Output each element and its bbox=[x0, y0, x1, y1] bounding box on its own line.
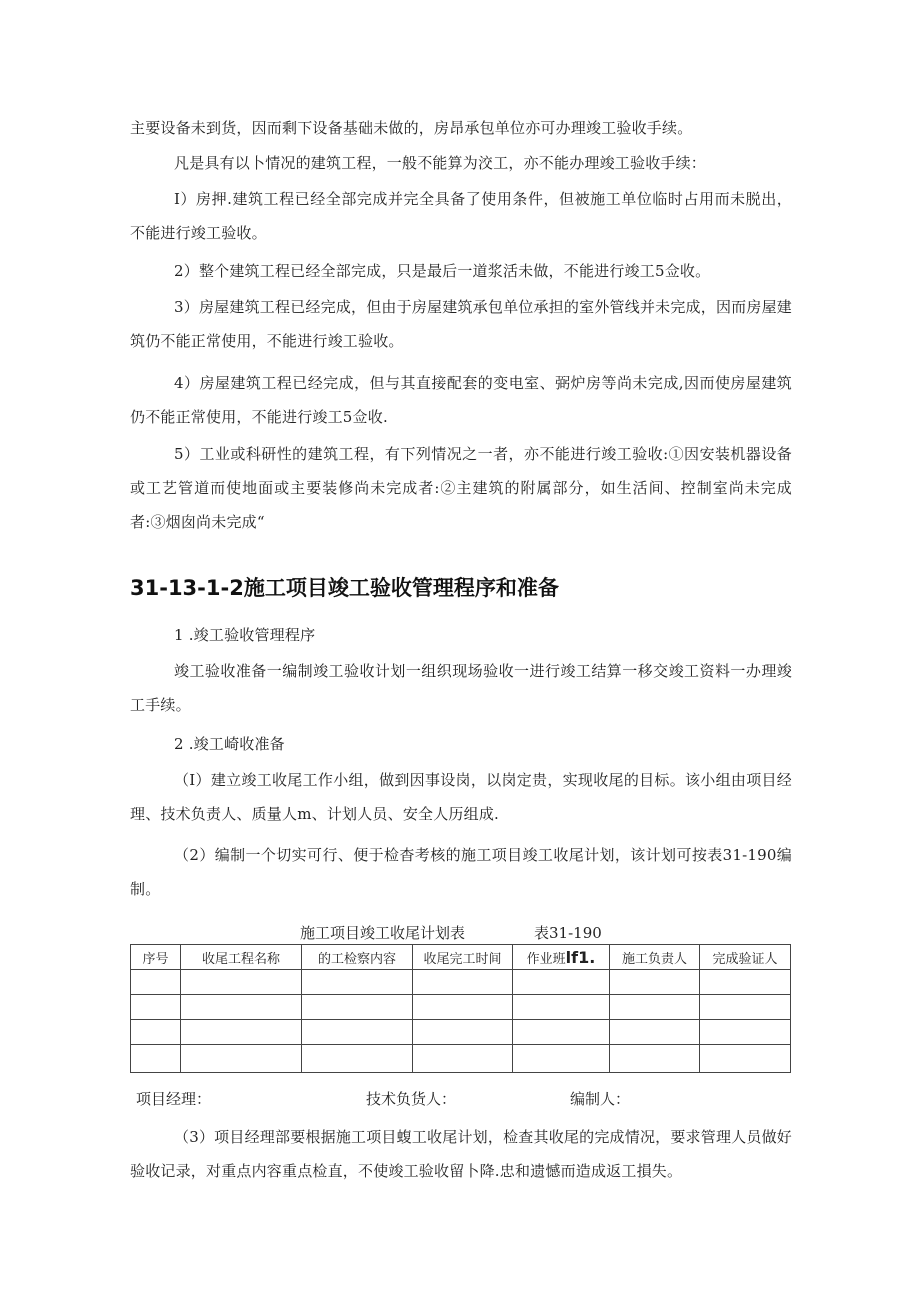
header-index: 序号 bbox=[131, 945, 181, 970]
header-team-suffix: lf1. bbox=[565, 947, 596, 967]
table-caption bbox=[300, 922, 602, 943]
signature-tech-lead: 技术负货人： bbox=[366, 1090, 457, 1108]
completion-plan-table bbox=[130, 944, 791, 1073]
subsection-title-2: 2 .竣工崎收准备 bbox=[174, 735, 285, 753]
paragraph-item-1: I）房押.建筑工程已经全部完成并完全具备了使用条件，但被施工单位临时占用而未脱出，不能进行竣工验收。 bbox=[130, 190, 792, 242]
signature-manager: 项目经理： bbox=[136, 1090, 212, 1108]
paragraph-continuation: 主要设备未到货，因而剩下设备基础未做的，房昂承包单位亦可办理竣工验收手续。 bbox=[130, 119, 693, 137]
paragraph-item-2: 2）整个建筑工程已经全部完成，只是最后一道浆活未做，不能进行竣工5佥收。 bbox=[174, 262, 711, 280]
header-team-prefix: 作业班 bbox=[526, 951, 566, 967]
table-row bbox=[131, 1020, 791, 1045]
table-header-row bbox=[131, 945, 791, 970]
table-number: 表31-190 bbox=[534, 924, 602, 942]
header-verifier: 完成验证人 bbox=[700, 945, 791, 970]
header-inspection: 的工检察内容 bbox=[302, 945, 413, 970]
header-item-name: 收尾工程名称 bbox=[181, 945, 302, 970]
table-title: 施工项目竣工收尾计划表 bbox=[300, 924, 466, 942]
header-finish-time: 收尾完工时间 bbox=[413, 945, 513, 970]
closing-paragraph: （3）项目经理部要根据施工项目蝮工收尾计划，检查其收尾的完成情况，要求管理人员做好验收记录，对重点内容重点检直，不使竣工验收留卜降.忠和遗憾而造成返工損失。 bbox=[130, 1128, 792, 1180]
table-row bbox=[131, 1045, 791, 1073]
signature-compiler: 编制人： bbox=[570, 1090, 631, 1108]
table-row bbox=[131, 995, 791, 1020]
header-team bbox=[513, 945, 610, 970]
paragraph-item-3: 3）房屋建筑工程已经完成，但由于房屋建筑承包单位承担的室外管线并未完成，因而房屋建筑仍不能正常使用，不能进行竣工验收。 bbox=[130, 298, 792, 350]
subsection-title-1: 1 .竣工验收管理程序 bbox=[174, 626, 316, 644]
paragraph-item-4: 4）房屋建筑工程已经完成，但与其直接配套的变电室、弼炉房等尚未完成,因而使房屋建筑仍不能正常使用，不能进行竣工5佥收. bbox=[130, 374, 792, 426]
section-heading: 31-13-1-2施工项目竣工验收管理程序和准备 bbox=[130, 576, 559, 600]
header-responsible: 施工负责人 bbox=[610, 945, 700, 970]
table-row bbox=[131, 970, 791, 995]
paragraph-item-5: 5）工业或科研性的建筑工程，有下列情况之一者，亦不能进行竣工验收:①因安装机器设备或工艺管道而使地面或主要装修尚未完成者:②主建筑的附属部分，如生活间、控制室尚未完成者:③烟囱尚未完成“ bbox=[130, 445, 792, 531]
subsection-item-1: （I）建立竣工收尾工作小组，做到因事设岗，以岗定贵，实现收尾的目标。该小组由项目经理、技术负责人、质量人m、计划人员、安全人历组成. bbox=[130, 771, 792, 823]
subsection-text-1: 竣工验收准备一编制竣工验收计划一组织现场验收一进行竣工结算一移交竣工资料一办理竣工手续。 bbox=[130, 662, 792, 714]
paragraph-intro: 凡是具有以卜情况的建筑工程，一般不能算为洨工，亦不能办理竣工验收手续： bbox=[174, 154, 707, 172]
subsection-item-2: （2）编制一个切实可行、便于检杳考核的施工项目竣工收尾计划，该计划可按表31-190编制。 bbox=[130, 846, 792, 898]
